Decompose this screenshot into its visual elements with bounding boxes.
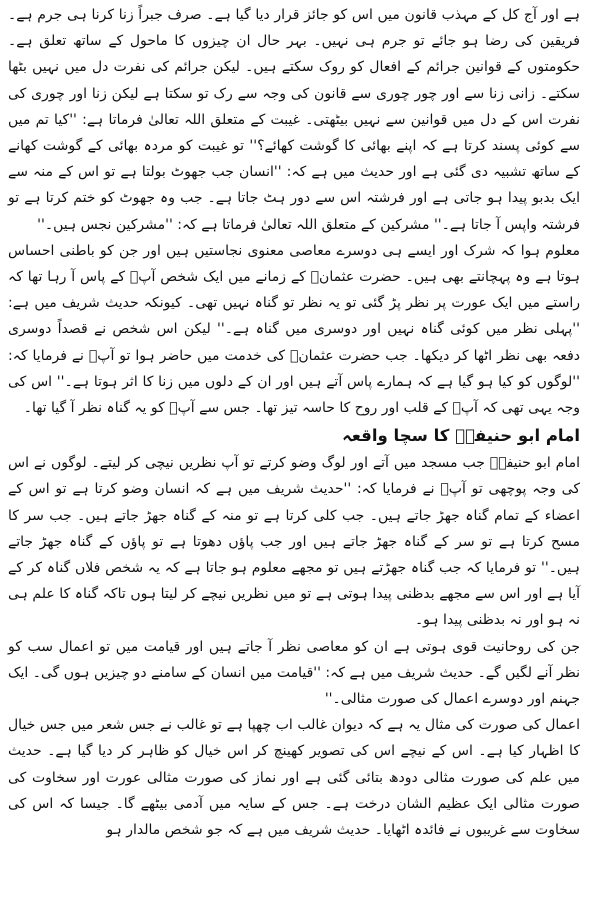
paragraph-zina-and-backbiting: ہے اور آج کل کے مہذب قانون میں اس کو جائز قرار دیا گیا ہے۔ صرف جبراً زنا کرنا ہی جرم ہے۔ فریقین کی رضا ہو جائے تو جرم ہی نہیں۔ بہر حال ان چیزوں کا ماحول کے ساتھ تعلق ہے۔ حکومتوں کے قوانین جرائم کے افعال کو روک سکتے ہیں۔ لیکن جرائم کی نفرت دل میں نہیں بٹھا سکتے۔ زانی زنا سے اور چور چوری سے قانون کی وجہ سے رک تو سکتا ہے لیکن زنا اور چوری کی نفرت اس کے دل میں قوانین سے نہیں بیٹھتی۔ غیبت کے متعلق اللہ تعالیٰ فرماتا ہے: ''کیا تم میں سے کوئی پسند کرتا ہے کہ اپنے بھائی کا گوشت کھائے؟'' تو غیبت کو مردہ بھائی کے گوشت کھانے کے ساتھ تشبیہ دی گئی ہے اور حدیث میں ہے کہ: ''انسان جب جھوٹ بولتا ہے تو اس کے منہ سے ایک بدبو پیدا ہو جاتی ہے اور فرشتہ اس سے دور ہٹ جاتا ہے۔ جب وہ جھوٹ کو ختم کرتا ہے تو فرشتہ واپس آ جاتا ہے۔'' مشرکین کے متعلق اللہ تعالیٰ فرماتا ہے کہ: ''مشرکین نجس ہیں۔'' — [8, 7, 580, 233]
section-heading-imam-abu-hanifa: امام ابو حنیفہؒ کا سچا واقعہ — [342, 426, 580, 446]
paragraph-imam-abu-hanifa-wudu: امام ابو حنیفہؒ جب مسجد میں آتے اور لوگ وضو کرتے تو آپ نظریں نیچی کر لیتے۔ لوگوں نے اس کی وجہ پوچھی تو آپؒ نے فرمایا کہ: ''حدیث شریف میں ہے کہ انسان وضو کرتا ہے تو اس کے اعضاء کے تمام گناہ جھڑ جاتے ہیں۔ جب کلی کرتا ہے تو منہ کے گناہ جھڑ جاتے ہیں۔ جب سر کا مسح کرتا ہے تو سر کے گناہ جھڑ جاتے ہیں اور جب پاؤں دھوتا ہے تو پاؤں کے گناہ جھڑ جاتے ہیں۔'' تو فرمایا کہ جب گناہ جھڑتے ہیں تو مجھے معلوم ہو جاتا ہے کہ یہ شخص فلاں گناہ کر کے آیا ہے اور اس سے مجھے بدظنی پیدا ہوتی ہے تو میں نظریں نیچے کر لیتا ہوں تاکہ گناہ کا علم ہی نہ ہو اور نہ بدظنی پیدا ہو۔ — [8, 455, 580, 629]
paragraph-ideal-form-of-deeds: اعمال کی صورت کی مثال یہ ہے کہ دیوان غالب اب چھپا ہے تو غالب نے جس شعر میں جس خیال کا اظہار کیا ہے۔ اس کے نیچے اس کی تصویر کھینچ کر اس خیال کو ظاہر کر دیا گیا ہے۔ حدیث میں علم کی صورت مثالی دودھ بتائی گئی ہے اور نماز کی صورت مثالی عورت اور سخاوت کی صورت مثالی ایک عظیم الشان درخت ہے۔ جس کے سایہ میں آدمی بیٹھے گا۔ جیسا کہ اس کی سخاوت سے غریبوں نے فائدہ اٹھایا۔ حدیث شریف میں ہے کہ جو شخص مالدار ہو — [8, 717, 580, 839]
paragraph-spirituality-and-deeds: جن کی روحانیت قوی ہوتی ہے ان کو معاصی نظر آ جاتے ہیں اور قیامت میں تو اعمال سب کو نظر آنے لگیں گے۔ حدیث شریف میں ہے کہ: ''قیامت میں انسان کے سامنے دو چیزیں ہوں گی۔ ایک جہنم اور دوسرے اعمال کی صورت مثالی۔'' — [8, 638, 580, 708]
paragraph-hazrat-usman-incident: معلوم ہوا کہ شرک اور ایسے ہی دوسرے معاصی معنوی نجاستیں ہیں اور جن کو باطنی احساس ہوتا ہے وہ پہچانتے بھی ہیں۔ حضرت عثمانؓ کے زمانے میں ایک شخص آپؓ کے پاس آ رہا تھا کہ راستے میں ایک عورت پر نظر پڑ گئی تو یہ نظر تو گناہ نہیں تھی۔ کیونکہ حدیث شریف میں ہے: ''پہلی نظر میں کوئی گناہ نہیں اور دوسری میں گناہ ہے۔'' لیکن اس شخص نے قصداً دوسری دفعہ بھی نظر اٹھا کر دیکھا۔ جب حضرت عثمانؓ کی خدمت میں حاضر ہوا تو آپؓ نے فرمایا کہ: ''لوگوں کو کیا ہو گیا ہے کہ ہمارے پاس آتے ہیں اور ان کے دلوں میں زنا کا اثر ہوتا ہے۔'' اس کی وجہ یہی تھی کہ آپؓ کے قلب اور روح کا حاسہ تیز تھا۔ جس سے آپؓ کو یہ گناہ نظر آ گیا تھا۔ — [8, 242, 580, 417]
